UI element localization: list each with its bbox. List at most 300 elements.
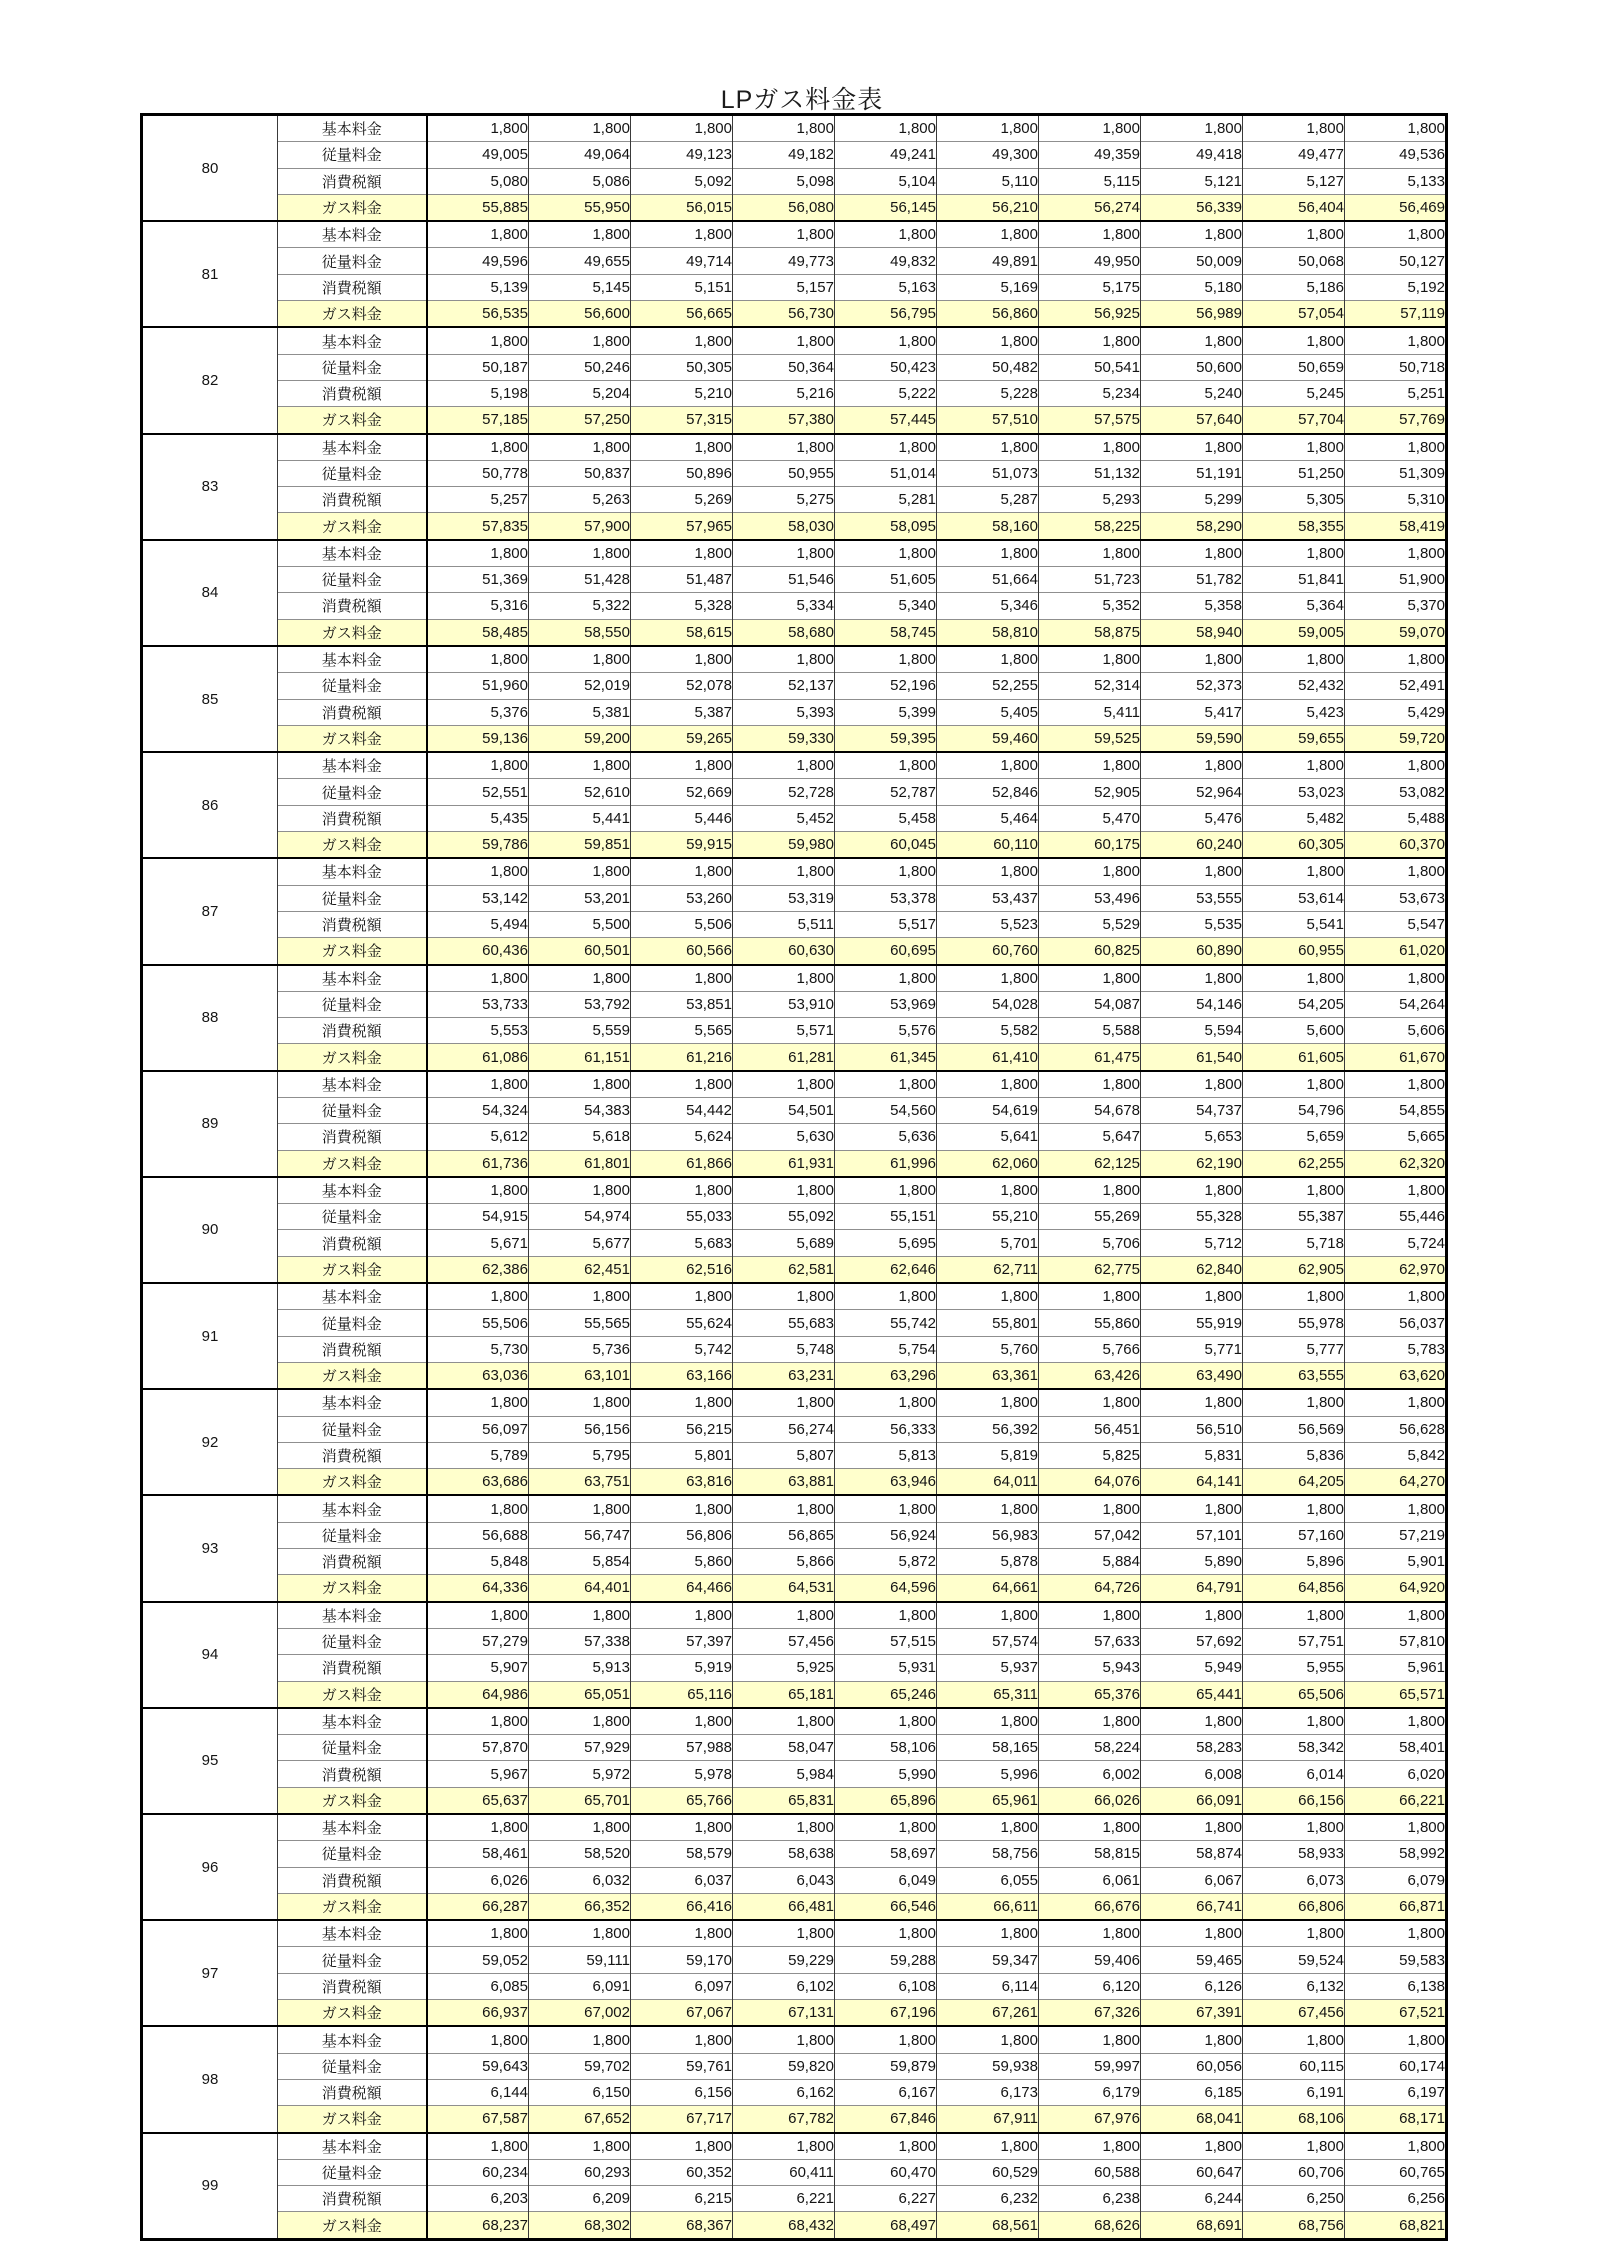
- value-cell: 5,423: [1243, 699, 1345, 725]
- table-row: [142, 1204, 1447, 1230]
- value-cell: 57,751: [1243, 1628, 1345, 1654]
- value-cell: 56,037: [1345, 1310, 1447, 1336]
- value-cell: 5,919: [631, 1655, 733, 1681]
- value-cell: 57,101: [1141, 1522, 1243, 1548]
- value-cell: 51,960: [427, 673, 529, 699]
- value-cell: 58,030: [733, 513, 835, 540]
- value-cell: 68,171: [1345, 2106, 1447, 2133]
- table-row: [142, 1761, 1447, 1787]
- value-cell: 58,106: [835, 1735, 937, 1761]
- value-cell: 57,515: [835, 1628, 937, 1654]
- value-cell: 1,800: [1243, 1283, 1345, 1310]
- value-cell: 5,766: [1039, 1336, 1141, 1362]
- value-cell: 1,800: [427, 1177, 529, 1204]
- value-cell: 1,800: [835, 2133, 937, 2160]
- table-row: [142, 1787, 1447, 1814]
- value-cell: 5,677: [529, 1230, 631, 1256]
- value-cell: 6,008: [1141, 1761, 1243, 1787]
- row-label-cell: 基本料金: [278, 1814, 427, 1841]
- value-cell: 5,996: [937, 1761, 1039, 1787]
- value-cell: 1,800: [1141, 858, 1243, 885]
- value-cell: 53,201: [529, 885, 631, 911]
- value-cell: 49,655: [529, 248, 631, 274]
- row-label-cell: ガス料金: [278, 513, 427, 540]
- volume-cell: 92: [142, 1389, 278, 1495]
- value-cell: 68,367: [631, 2212, 733, 2239]
- value-cell: 5,582: [937, 1018, 1039, 1044]
- value-cell: 1,800: [835, 327, 937, 354]
- value-cell: 49,714: [631, 248, 733, 274]
- value-cell: 67,067: [631, 2000, 733, 2027]
- value-cell: 49,950: [1039, 248, 1141, 274]
- value-cell: 5,878: [937, 1549, 1039, 1575]
- value-cell: 1,800: [1141, 752, 1243, 779]
- value-cell: 49,359: [1039, 142, 1141, 168]
- table-row: [142, 885, 1447, 911]
- value-cell: 56,925: [1039, 301, 1141, 328]
- value-cell: 60,760: [937, 938, 1039, 965]
- value-cell: 5,186: [1243, 274, 1345, 300]
- value-cell: 58,355: [1243, 513, 1345, 540]
- value-cell: 58,485: [427, 619, 529, 646]
- value-cell: 58,874: [1141, 1841, 1243, 1867]
- row-label-cell: 基本料金: [278, 2133, 427, 2160]
- value-cell: 6,167: [835, 2079, 937, 2105]
- value-cell: 1,800: [1039, 646, 1141, 673]
- value-cell: 6,061: [1039, 1867, 1141, 1893]
- value-cell: 1,800: [835, 646, 937, 673]
- value-cell: 56,865: [733, 1522, 835, 1548]
- value-cell: 5,913: [529, 1655, 631, 1681]
- value-cell: 5,972: [529, 1761, 631, 1787]
- value-cell: 6,221: [733, 2186, 835, 2212]
- value-cell: 62,125: [1039, 1150, 1141, 1177]
- row-label-cell: ガス料金: [278, 938, 427, 965]
- value-cell: 52,373: [1141, 673, 1243, 699]
- value-cell: 65,571: [1345, 1681, 1447, 1708]
- value-cell: 60,825: [1039, 938, 1141, 965]
- value-cell: 53,378: [835, 885, 937, 911]
- value-cell: 1,800: [937, 1814, 1039, 1841]
- volume-cell: 80: [142, 115, 278, 222]
- table-row: [142, 858, 1447, 885]
- value-cell: 57,510: [937, 407, 1039, 434]
- value-cell: 65,831: [733, 1787, 835, 1814]
- value-cell: 51,132: [1039, 460, 1141, 486]
- value-cell: 52,610: [529, 779, 631, 805]
- value-cell: 1,800: [631, 965, 733, 992]
- row-label-cell: 消費税額: [278, 2186, 427, 2212]
- value-cell: 49,891: [937, 248, 1039, 274]
- value-cell: 57,870: [427, 1735, 529, 1761]
- table-row: [142, 115, 1447, 142]
- value-cell: 68,106: [1243, 2106, 1345, 2133]
- value-cell: 62,060: [937, 1150, 1039, 1177]
- value-cell: 55,950: [529, 194, 631, 221]
- value-cell: 1,800: [631, 1814, 733, 1841]
- value-cell: 60,436: [427, 938, 529, 965]
- row-label-cell: 消費税額: [278, 593, 427, 619]
- value-cell: 1,800: [1345, 1920, 1447, 1947]
- value-cell: 52,551: [427, 779, 529, 805]
- row-label-cell: ガス料金: [278, 1893, 427, 1920]
- value-cell: 5,405: [937, 699, 1039, 725]
- value-cell: 5,305: [1243, 487, 1345, 513]
- value-cell: 1,800: [1039, 2026, 1141, 2053]
- row-label-cell: 消費税額: [278, 1018, 427, 1044]
- value-cell: 5,724: [1345, 1230, 1447, 1256]
- table-row: [142, 1256, 1447, 1283]
- value-cell: 6,126: [1141, 1973, 1243, 1999]
- value-cell: 62,581: [733, 1256, 835, 1283]
- table-row: [142, 2053, 1447, 2079]
- value-cell: 1,800: [835, 540, 937, 567]
- table-row: [142, 911, 1447, 937]
- value-cell: 63,490: [1141, 1362, 1243, 1389]
- value-cell: 1,800: [427, 2133, 529, 2160]
- table-row: [142, 1681, 1447, 1708]
- value-cell: 53,969: [835, 991, 937, 1017]
- value-cell: 56,569: [1243, 1416, 1345, 1442]
- row-label-cell: 従量料金: [278, 567, 427, 593]
- value-cell: 67,261: [937, 2000, 1039, 2027]
- value-cell: 62,255: [1243, 1150, 1345, 1177]
- table-row: [142, 248, 1447, 274]
- value-cell: 1,800: [1345, 327, 1447, 354]
- table-row: [142, 1018, 1447, 1044]
- value-cell: 58,745: [835, 619, 937, 646]
- value-cell: 49,005: [427, 142, 529, 168]
- value-cell: 51,487: [631, 567, 733, 593]
- value-cell: 59,460: [937, 725, 1039, 752]
- value-cell: 1,800: [427, 1602, 529, 1629]
- value-cell: 53,851: [631, 991, 733, 1017]
- value-cell: 67,521: [1345, 2000, 1447, 2027]
- table-row: [142, 1071, 1447, 1098]
- value-cell: 5,352: [1039, 593, 1141, 619]
- value-cell: 52,255: [937, 673, 1039, 699]
- value-cell: 5,204: [529, 380, 631, 406]
- value-cell: 56,806: [631, 1522, 733, 1548]
- value-cell: 59,915: [631, 832, 733, 859]
- value-cell: 6,091: [529, 1973, 631, 1999]
- value-cell: 5,594: [1141, 1018, 1243, 1044]
- value-cell: 64,986: [427, 1681, 529, 1708]
- value-cell: 60,234: [427, 2159, 529, 2185]
- table-row: [142, 1549, 1447, 1575]
- row-label-cell: 従量料金: [278, 460, 427, 486]
- value-cell: 57,704: [1243, 407, 1345, 434]
- value-cell: 1,800: [1345, 1283, 1447, 1310]
- value-cell: 50,541: [1039, 354, 1141, 380]
- value-cell: 5,240: [1141, 380, 1243, 406]
- value-cell: 1,800: [937, 1283, 1039, 1310]
- value-cell: 1,800: [733, 1814, 835, 1841]
- row-label-cell: 基本料金: [278, 540, 427, 567]
- value-cell: 60,630: [733, 938, 835, 965]
- table-row: [142, 327, 1447, 354]
- value-cell: 5,435: [427, 805, 529, 831]
- row-label-cell: 従量料金: [278, 1310, 427, 1336]
- value-cell: 52,432: [1243, 673, 1345, 699]
- value-cell: 1,800: [1141, 1389, 1243, 1416]
- value-cell: 1,800: [631, 540, 733, 567]
- value-cell: 1,800: [1345, 2026, 1447, 2053]
- value-cell: 57,119: [1345, 301, 1447, 328]
- row-label-cell: ガス料金: [278, 1787, 427, 1814]
- row-label-cell: 消費税額: [278, 1973, 427, 1999]
- value-cell: 68,756: [1243, 2212, 1345, 2239]
- table-row: [142, 460, 1447, 486]
- value-cell: 55,033: [631, 1204, 733, 1230]
- value-cell: 1,800: [1141, 221, 1243, 248]
- value-cell: 5,742: [631, 1336, 733, 1362]
- value-cell: 57,456: [733, 1628, 835, 1654]
- value-cell: 51,605: [835, 567, 937, 593]
- value-cell: 5,458: [835, 805, 937, 831]
- volume-cell: 83: [142, 434, 278, 540]
- row-label-cell: ガス料金: [278, 2000, 427, 2027]
- value-cell: 64,856: [1243, 1575, 1345, 1602]
- value-cell: 65,961: [937, 1787, 1039, 1814]
- value-cell: 5,600: [1243, 1018, 1345, 1044]
- value-cell: 6,114: [937, 1973, 1039, 1999]
- value-cell: 5,683: [631, 1230, 733, 1256]
- row-label-cell: 消費税額: [278, 911, 427, 937]
- row-label-cell: 消費税額: [278, 274, 427, 300]
- value-cell: 1,800: [631, 1071, 733, 1098]
- value-cell: 5,559: [529, 1018, 631, 1044]
- value-cell: 1,800: [937, 1071, 1039, 1098]
- value-cell: 68,561: [937, 2212, 1039, 2239]
- value-cell: 60,955: [1243, 938, 1345, 965]
- value-cell: 1,800: [733, 1495, 835, 1522]
- value-cell: 65,766: [631, 1787, 733, 1814]
- value-cell: 5,399: [835, 699, 937, 725]
- value-cell: 1,800: [835, 752, 937, 779]
- value-cell: 5,641: [937, 1124, 1039, 1150]
- value-cell: 5,576: [835, 1018, 937, 1044]
- value-cell: 1,800: [1243, 327, 1345, 354]
- value-cell: 63,751: [529, 1469, 631, 1496]
- value-cell: 1,800: [427, 434, 529, 461]
- value-cell: 5,086: [529, 168, 631, 194]
- value-cell: 59,395: [835, 725, 937, 752]
- value-cell: 5,080: [427, 168, 529, 194]
- value-cell: 5,872: [835, 1549, 937, 1575]
- table-row: [142, 487, 1447, 513]
- value-cell: 1,800: [529, 221, 631, 248]
- value-cell: 1,800: [733, 1177, 835, 1204]
- value-cell: 67,391: [1141, 2000, 1243, 2027]
- value-cell: 56,392: [937, 1416, 1039, 1442]
- value-cell: 6,156: [631, 2079, 733, 2105]
- table-row: [142, 619, 1447, 646]
- value-cell: 62,451: [529, 1256, 631, 1283]
- row-label-cell: 消費税額: [278, 1867, 427, 1893]
- value-cell: 6,026: [427, 1867, 529, 1893]
- value-cell: 1,800: [733, 1389, 835, 1416]
- value-cell: 6,079: [1345, 1867, 1447, 1893]
- value-cell: 66,481: [733, 1893, 835, 1920]
- table-row: [142, 1841, 1447, 1867]
- value-cell: 54,028: [937, 991, 1039, 1017]
- value-cell: 60,566: [631, 938, 733, 965]
- value-cell: 61,670: [1345, 1044, 1447, 1071]
- row-label-cell: ガス料金: [278, 725, 427, 752]
- value-cell: 65,441: [1141, 1681, 1243, 1708]
- value-cell: 60,765: [1345, 2159, 1447, 2185]
- value-cell: 5,771: [1141, 1336, 1243, 1362]
- value-cell: 64,531: [733, 1575, 835, 1602]
- value-cell: 63,166: [631, 1362, 733, 1389]
- value-cell: 5,310: [1345, 487, 1447, 513]
- value-cell: 5,541: [1243, 911, 1345, 937]
- value-cell: 67,131: [733, 2000, 835, 2027]
- value-cell: 57,810: [1345, 1628, 1447, 1654]
- value-cell: 5,523: [937, 911, 1039, 937]
- value-cell: 49,773: [733, 248, 835, 274]
- value-cell: 1,800: [733, 2026, 835, 2053]
- value-cell: 6,250: [1243, 2186, 1345, 2212]
- value-cell: 68,497: [835, 2212, 937, 2239]
- value-cell: 61,475: [1039, 1044, 1141, 1071]
- value-cell: 1,800: [1141, 1283, 1243, 1310]
- value-cell: 54,560: [835, 1097, 937, 1123]
- value-cell: 52,964: [1141, 779, 1243, 805]
- value-cell: 60,695: [835, 938, 937, 965]
- value-cell: 1,800: [1345, 1177, 1447, 1204]
- value-cell: 6,209: [529, 2186, 631, 2212]
- value-cell: 1,800: [937, 1495, 1039, 1522]
- table-row: [142, 1735, 1447, 1761]
- value-cell: 65,506: [1243, 1681, 1345, 1708]
- value-cell: 1,800: [631, 1495, 733, 1522]
- value-cell: 64,726: [1039, 1575, 1141, 1602]
- value-cell: 53,614: [1243, 885, 1345, 911]
- value-cell: 5,346: [937, 593, 1039, 619]
- value-cell: 60,411: [733, 2159, 835, 2185]
- value-cell: 5,925: [733, 1655, 835, 1681]
- value-cell: 53,555: [1141, 885, 1243, 911]
- value-cell: 60,175: [1039, 832, 1141, 859]
- value-cell: 1,800: [1243, 434, 1345, 461]
- value-cell: 1,800: [937, 646, 1039, 673]
- value-cell: 59,111: [529, 1947, 631, 1973]
- value-cell: 57,769: [1345, 407, 1447, 434]
- value-cell: 54,737: [1141, 1097, 1243, 1123]
- value-cell: 56,983: [937, 1522, 1039, 1548]
- value-cell: 56,097: [427, 1416, 529, 1442]
- value-cell: 6,120: [1039, 1973, 1141, 1999]
- table-row: [142, 2133, 1447, 2160]
- value-cell: 56,210: [937, 194, 1039, 221]
- row-label-cell: 従量料金: [278, 1204, 427, 1230]
- value-cell: 67,652: [529, 2106, 631, 2133]
- value-cell: 51,369: [427, 567, 529, 593]
- value-cell: 49,832: [835, 248, 937, 274]
- table-row: [142, 832, 1447, 859]
- value-cell: 64,661: [937, 1575, 1039, 1602]
- value-cell: 58,419: [1345, 513, 1447, 540]
- value-cell: 58,401: [1345, 1735, 1447, 1761]
- value-cell: 5,653: [1141, 1124, 1243, 1150]
- value-cell: 5,494: [427, 911, 529, 937]
- table-row: [142, 301, 1447, 328]
- value-cell: 50,187: [427, 354, 529, 380]
- value-cell: 57,900: [529, 513, 631, 540]
- value-cell: 5,098: [733, 168, 835, 194]
- value-cell: 1,800: [1243, 858, 1345, 885]
- value-cell: 5,234: [1039, 380, 1141, 406]
- value-cell: 5,322: [529, 593, 631, 619]
- value-cell: 1,800: [1141, 646, 1243, 673]
- value-cell: 65,896: [835, 1787, 937, 1814]
- value-cell: 59,070: [1345, 619, 1447, 646]
- value-cell: 1,800: [1039, 752, 1141, 779]
- value-cell: 56,747: [529, 1522, 631, 1548]
- value-cell: 1,800: [1243, 752, 1345, 779]
- volume-cell: 90: [142, 1177, 278, 1283]
- lp-gas-rate-table: [140, 113, 1448, 2241]
- value-cell: 60,293: [529, 2159, 631, 2185]
- value-cell: 5,795: [529, 1442, 631, 1468]
- value-cell: 5,535: [1141, 911, 1243, 937]
- value-cell: 1,800: [631, 2133, 733, 2160]
- value-cell: 59,786: [427, 832, 529, 859]
- value-cell: 5,452: [733, 805, 835, 831]
- value-cell: 1,800: [529, 434, 631, 461]
- value-cell: 5,441: [529, 805, 631, 831]
- value-cell: 66,676: [1039, 1893, 1141, 1920]
- value-cell: 54,974: [529, 1204, 631, 1230]
- value-cell: 1,800: [1345, 1814, 1447, 1841]
- value-cell: 56,274: [1039, 194, 1141, 221]
- value-cell: 1,800: [529, 1177, 631, 1204]
- value-cell: 5,121: [1141, 168, 1243, 194]
- value-cell: 5,417: [1141, 699, 1243, 725]
- value-cell: 68,237: [427, 2212, 529, 2239]
- value-cell: 6,067: [1141, 1867, 1243, 1893]
- value-cell: 55,446: [1345, 1204, 1447, 1230]
- value-cell: 62,516: [631, 1256, 733, 1283]
- value-cell: 1,800: [937, 1708, 1039, 1735]
- value-cell: 61,216: [631, 1044, 733, 1071]
- value-cell: 5,092: [631, 168, 733, 194]
- value-cell: 1,800: [631, 327, 733, 354]
- value-cell: 59,643: [427, 2053, 529, 2079]
- value-cell: 52,314: [1039, 673, 1141, 699]
- value-cell: 57,575: [1039, 407, 1141, 434]
- table-row: [142, 2000, 1447, 2027]
- value-cell: 59,052: [427, 1947, 529, 1973]
- value-cell: 5,210: [631, 380, 733, 406]
- value-cell: 5,695: [835, 1230, 937, 1256]
- value-cell: 59,170: [631, 1947, 733, 1973]
- value-cell: 1,800: [733, 1602, 835, 1629]
- value-cell: 5,571: [733, 1018, 835, 1044]
- value-cell: 61,605: [1243, 1044, 1345, 1071]
- value-cell: 57,054: [1243, 301, 1345, 328]
- value-cell: 1,800: [529, 2026, 631, 2053]
- value-cell: 5,706: [1039, 1230, 1141, 1256]
- volume-cell: 87: [142, 858, 278, 964]
- value-cell: 1,800: [733, 646, 835, 673]
- row-label-cell: 消費税額: [278, 1761, 427, 1787]
- row-label-cell: 消費税額: [278, 2079, 427, 2105]
- value-cell: 64,270: [1345, 1469, 1447, 1496]
- row-label-cell: ガス料金: [278, 1044, 427, 1071]
